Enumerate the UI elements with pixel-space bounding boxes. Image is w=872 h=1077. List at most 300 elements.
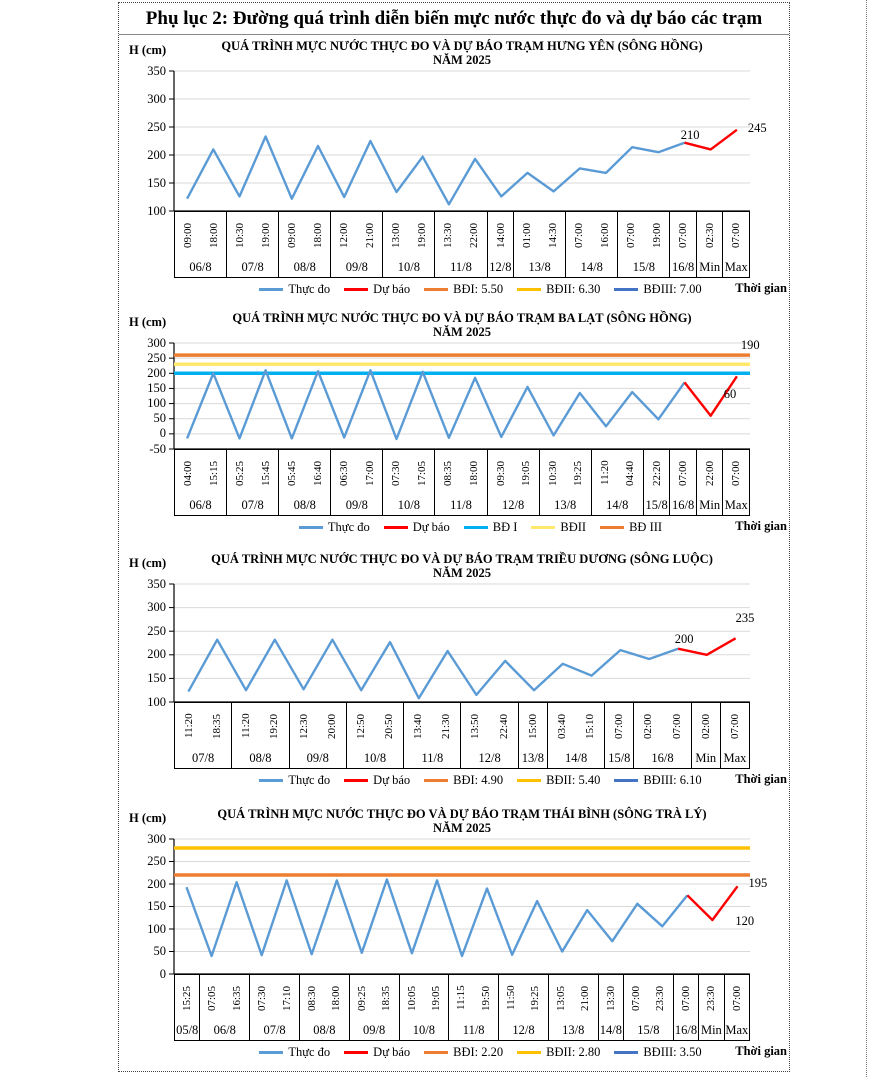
x-time-row bbox=[279, 212, 330, 258]
legend-label: Dự báo bbox=[412, 519, 450, 534]
legend-line-swatch bbox=[344, 1051, 368, 1054]
x-time-row bbox=[514, 212, 565, 258]
chart-header bbox=[119, 805, 789, 837]
x-time-row bbox=[644, 450, 670, 496]
x-axis-group bbox=[604, 703, 633, 768]
x-date-label: 10/8 bbox=[363, 751, 387, 765]
x-date-label: 11/8 bbox=[450, 498, 472, 512]
x-time-label: 10:30 bbox=[233, 222, 246, 248]
chart-header bbox=[119, 37, 789, 69]
legend-row bbox=[174, 1041, 787, 1063]
x-axis-group bbox=[231, 703, 288, 768]
x-axis-band bbox=[174, 974, 750, 1041]
x-time-label: 01:00 bbox=[520, 222, 533, 248]
x-time-row bbox=[725, 975, 749, 1021]
x-date-label: Max bbox=[724, 260, 748, 274]
x-date-label: 13/8 bbox=[528, 260, 551, 274]
x-time-label: 22:00 bbox=[467, 222, 480, 248]
data-point-label: 195 bbox=[748, 876, 768, 891]
x-time-row bbox=[227, 212, 278, 258]
x-time-label: 10:30 bbox=[546, 460, 559, 486]
x-time-label: 10:05 bbox=[405, 985, 418, 1011]
document-heading: Phụ lục 2: Đường quá trình diễn biến mực nước thực đo và dự báo các trạm bbox=[119, 3, 789, 35]
x-date-label: 11/8 bbox=[421, 751, 444, 765]
x-time-row bbox=[519, 703, 547, 749]
x-time-row bbox=[175, 703, 231, 749]
x-axis-group bbox=[403, 703, 460, 768]
legend-item bbox=[259, 282, 330, 297]
legend-line-swatch bbox=[424, 1051, 448, 1054]
x-axis-group bbox=[518, 703, 547, 768]
x-date-label: 07/8 bbox=[241, 498, 264, 512]
x-time-label: 02:30 bbox=[703, 222, 716, 248]
x-date-label: 12/8 bbox=[489, 260, 512, 274]
series-observed-line bbox=[187, 370, 684, 439]
x-date-label: Min bbox=[699, 498, 721, 512]
x-time-row bbox=[488, 212, 514, 258]
x-time-label: 19:50 bbox=[479, 985, 492, 1011]
chart-ba-lat bbox=[119, 309, 789, 538]
x-time-label: 19:20 bbox=[268, 713, 281, 739]
legend-label: Dự báo bbox=[373, 1044, 411, 1059]
x-time-label: 11:50 bbox=[505, 985, 518, 1011]
x-time-label: 22:00 bbox=[703, 460, 716, 486]
x-axis-group bbox=[399, 975, 449, 1040]
x-time-label: 13:50 bbox=[469, 713, 482, 739]
x-time-label: 22:40 bbox=[497, 713, 510, 739]
x-date-label: 14/8 bbox=[606, 498, 629, 512]
x-date-label: Max bbox=[725, 1023, 749, 1037]
x-date-label: 13/8 bbox=[521, 751, 544, 765]
x-time-row bbox=[350, 975, 399, 1021]
y-tick-label: 150 bbox=[147, 175, 166, 190]
x-time-row bbox=[605, 703, 633, 749]
x-time-row bbox=[566, 212, 617, 258]
legend-item bbox=[344, 282, 410, 297]
x-date-label: 14/8 bbox=[580, 260, 603, 274]
x-axis-group bbox=[617, 212, 669, 277]
chart-title-block bbox=[174, 309, 750, 339]
x-date-label: 15/8 bbox=[608, 751, 631, 765]
x-time-row bbox=[624, 975, 673, 1021]
x-axis-group bbox=[673, 975, 698, 1040]
legend-line-swatch bbox=[600, 526, 624, 529]
chart-thai-binh bbox=[119, 805, 789, 1063]
x-time-label: 19:05 bbox=[430, 985, 443, 1011]
x-time-label: 07:00 bbox=[630, 985, 643, 1011]
x-axis-band bbox=[174, 702, 750, 769]
x-time-label: 12:00 bbox=[338, 222, 351, 248]
legend-line-swatch bbox=[614, 1051, 638, 1054]
x-time-label: 02:00 bbox=[642, 713, 655, 739]
x-time-label: 16:00 bbox=[598, 222, 611, 248]
x-time-row bbox=[697, 450, 723, 496]
x-date-label: Max bbox=[724, 498, 748, 512]
x-date-label: Min bbox=[695, 751, 717, 765]
x-date-label: 08/8 bbox=[313, 1023, 336, 1037]
x-time-label: 15:15 bbox=[207, 460, 220, 486]
x-time-row bbox=[449, 975, 498, 1021]
x-axis-band bbox=[174, 449, 750, 516]
x-time-row bbox=[227, 450, 278, 496]
x-time-label: 09:30 bbox=[494, 460, 507, 486]
legend-item bbox=[259, 1045, 330, 1060]
legend-label: Dự báo bbox=[373, 772, 411, 787]
x-axis-group bbox=[565, 212, 617, 277]
legend-line-swatch bbox=[614, 288, 638, 291]
legend-label: Thực đo bbox=[327, 519, 370, 534]
x-time-label: 05:25 bbox=[233, 460, 246, 486]
chart-title: QUÁ TRÌNH MỰC NƯỚC THỰC ĐO VÀ DỰ BÁO TRẠM TRIỀU DƯƠNG (SÔNG LUỘC) bbox=[211, 552, 713, 566]
x-date-label: 15/8 bbox=[637, 1023, 660, 1037]
x-axis-group bbox=[696, 450, 723, 515]
legend-label: Dự báo bbox=[373, 281, 411, 296]
x-time-label: 07:00 bbox=[680, 985, 692, 1011]
x-time-row bbox=[699, 975, 723, 1021]
x-time-label: 09:00 bbox=[285, 222, 298, 248]
x-axis-group bbox=[199, 975, 249, 1040]
x-axis-group bbox=[633, 703, 690, 768]
x-time-row bbox=[549, 975, 598, 1021]
y-tick-label: 250 bbox=[147, 119, 166, 134]
x-time-row bbox=[200, 975, 249, 1021]
x-time-label: 17:00 bbox=[363, 460, 376, 486]
x-axis-group bbox=[722, 212, 749, 277]
x-time-label: 15:10 bbox=[584, 713, 597, 739]
y-tick-label: -50 bbox=[149, 441, 166, 456]
legend-line-swatch bbox=[424, 779, 448, 782]
x-date-label: 06/8 bbox=[213, 1023, 236, 1037]
x-time-row bbox=[331, 450, 382, 496]
x-axis-group bbox=[175, 703, 231, 768]
chart-subtitle: NĂM 2025 bbox=[433, 325, 491, 339]
x-time-label: 07:05 bbox=[206, 985, 219, 1011]
x-date-label: 16/8 bbox=[672, 498, 695, 512]
y-axis-label: H (cm) bbox=[129, 811, 167, 825]
legend-item bbox=[517, 1045, 600, 1060]
x-time-row bbox=[670, 450, 696, 496]
x-date-label: 05/8 bbox=[176, 1023, 199, 1037]
legend-label: Thực đo bbox=[288, 281, 331, 296]
x-axis-group bbox=[460, 703, 517, 768]
x-axis-group bbox=[299, 975, 349, 1040]
plot-row bbox=[119, 831, 789, 981]
legend-item bbox=[600, 520, 662, 535]
x-time-label: 05:45 bbox=[285, 460, 298, 486]
x-time-label: 11:20 bbox=[240, 713, 253, 739]
x-time-label: 07:30 bbox=[256, 985, 269, 1011]
legend-item bbox=[424, 1045, 503, 1060]
x-axis-group bbox=[346, 703, 403, 768]
chart-subtitle: NĂM 2025 bbox=[433, 566, 491, 580]
x-date-label: 16/8 bbox=[651, 751, 674, 765]
y-tick-label: 100 bbox=[147, 203, 166, 218]
y-tick-label: 300 bbox=[147, 91, 166, 106]
x-time-row bbox=[721, 703, 749, 749]
x-date-label: 15/8 bbox=[645, 498, 668, 512]
x-axis-group bbox=[249, 975, 299, 1040]
plot-row bbox=[119, 576, 789, 709]
x-axis-group bbox=[598, 975, 623, 1040]
y-tick-label: 50 bbox=[153, 944, 166, 958]
legend-item bbox=[614, 773, 701, 788]
y-axis-label: H (cm) bbox=[129, 43, 167, 57]
plot-row bbox=[119, 63, 789, 218]
y-tick-label: 150 bbox=[147, 380, 166, 395]
plot-area bbox=[174, 338, 760, 449]
x-date-label: 07/8 bbox=[241, 260, 264, 274]
x-time-label: 19:00 bbox=[650, 222, 663, 248]
legend-label: BĐI: 4.90 bbox=[453, 772, 504, 787]
plot-area bbox=[174, 839, 768, 974]
data-point-label: 190 bbox=[740, 338, 760, 353]
legend-label: BĐII: 5.40 bbox=[546, 772, 601, 787]
x-time-label: 23:30 bbox=[654, 985, 667, 1011]
y-tick-label: 300 bbox=[147, 600, 166, 615]
x-time-row bbox=[232, 703, 288, 749]
legend-label: Thực đo bbox=[288, 772, 331, 787]
x-axis-group bbox=[175, 975, 199, 1040]
x-time-row bbox=[175, 212, 226, 258]
legend-line-swatch bbox=[424, 288, 448, 291]
x-date-label: 14/8 bbox=[599, 1023, 622, 1037]
x-time-row bbox=[692, 703, 720, 749]
x-time-row bbox=[435, 212, 486, 258]
x-time-label: 07:00 bbox=[613, 713, 626, 739]
x-date-label: 11/8 bbox=[450, 260, 472, 274]
x-axis-group bbox=[724, 975, 749, 1040]
x-axis-title: Thời gian bbox=[735, 1044, 787, 1058]
document-page bbox=[118, 2, 790, 1072]
y-tick-label: 100 bbox=[147, 396, 166, 411]
legend-line-swatch bbox=[517, 1051, 541, 1054]
x-axis-group bbox=[330, 450, 382, 515]
x-time-label: 21:00 bbox=[579, 985, 592, 1011]
chart-hung-yen bbox=[119, 37, 789, 300]
legend-line-swatch bbox=[464, 526, 488, 529]
x-axis-group bbox=[434, 450, 486, 515]
x-date-label: 09/8 bbox=[363, 1023, 386, 1037]
legend-row bbox=[174, 278, 787, 300]
legend-line-swatch bbox=[259, 1051, 283, 1054]
data-point-label: 235 bbox=[735, 611, 755, 626]
series-observed-line bbox=[188, 640, 678, 699]
x-axis-group bbox=[696, 212, 723, 277]
legend-label: Thực đo bbox=[288, 1044, 331, 1059]
chart-title-block bbox=[174, 37, 750, 67]
x-axis-group bbox=[722, 450, 749, 515]
x-time-row bbox=[548, 703, 604, 749]
x-time-label: 15:00 bbox=[526, 713, 539, 739]
x-time-label: 17:10 bbox=[280, 985, 293, 1011]
x-date-label: 12/8 bbox=[512, 1023, 535, 1037]
x-time-row bbox=[290, 703, 346, 749]
x-date-label: 15/8 bbox=[632, 260, 655, 274]
x-axis-group bbox=[720, 703, 749, 768]
x-time-row bbox=[723, 212, 749, 258]
x-time-label: 21:00 bbox=[363, 222, 376, 248]
x-axis-group bbox=[289, 703, 346, 768]
x-date-label: 07/8 bbox=[263, 1023, 286, 1037]
x-time-label: 18:00 bbox=[207, 222, 220, 248]
x-date-label: 09/8 bbox=[345, 260, 368, 274]
x-time-row bbox=[723, 450, 749, 496]
x-time-row bbox=[435, 450, 486, 496]
x-axis-group bbox=[513, 212, 565, 277]
x-axis-group bbox=[539, 450, 591, 515]
x-time-label: 13:30 bbox=[604, 985, 617, 1011]
x-time-row bbox=[175, 450, 226, 496]
x-time-label: 23:30 bbox=[705, 985, 718, 1011]
x-date-label: 06/8 bbox=[189, 260, 212, 274]
x-axis-group bbox=[382, 212, 434, 277]
x-axis-group bbox=[548, 975, 598, 1040]
x-time-label: 16:35 bbox=[230, 985, 243, 1011]
x-time-label: 15:45 bbox=[259, 460, 272, 486]
x-time-row bbox=[383, 212, 434, 258]
y-tick-label: 150 bbox=[147, 670, 166, 685]
chart-svg bbox=[165, 834, 759, 979]
legend-line-swatch bbox=[259, 288, 283, 291]
x-time-label: 15:25 bbox=[181, 985, 194, 1011]
x-date-label: 08/8 bbox=[249, 751, 272, 765]
legend-label: BĐ I bbox=[492, 519, 518, 534]
x-date-label: 08/8 bbox=[293, 498, 316, 512]
x-time-label: 20:50 bbox=[383, 713, 396, 739]
x-date-label: 16/8 bbox=[674, 1023, 698, 1037]
x-axis-group bbox=[591, 450, 643, 515]
chart-svg bbox=[165, 338, 759, 454]
legend-item bbox=[614, 282, 701, 297]
x-time-label: 19:00 bbox=[415, 222, 428, 248]
x-date-label: 09/8 bbox=[345, 498, 368, 512]
y-tick-label: 200 bbox=[147, 876, 166, 891]
legend-row bbox=[174, 769, 787, 791]
plot-area bbox=[174, 584, 755, 702]
x-axis-group bbox=[698, 975, 723, 1040]
x-date-label: Min bbox=[699, 260, 721, 274]
x-date-label: 10/8 bbox=[397, 498, 421, 512]
series-observed-line bbox=[187, 137, 684, 205]
x-time-label: 18:35 bbox=[211, 713, 224, 739]
x-axis-group bbox=[669, 450, 696, 515]
chart-header bbox=[119, 550, 789, 582]
x-axis-group bbox=[382, 450, 434, 515]
chart-svg bbox=[165, 66, 759, 216]
legend-label: BĐI: 5.50 bbox=[453, 281, 504, 296]
legend-line-swatch bbox=[517, 779, 541, 782]
x-date-label: 10/8 bbox=[412, 1023, 436, 1037]
x-axis-group bbox=[487, 212, 514, 277]
x-axis-title: Thời gian bbox=[735, 519, 787, 533]
x-time-row bbox=[400, 975, 449, 1021]
data-point-label: 120 bbox=[735, 914, 755, 928]
x-date-label: 07/8 bbox=[192, 751, 215, 765]
legend-label: BĐII: 2.80 bbox=[546, 1044, 601, 1059]
legend-label: BĐ III bbox=[629, 519, 663, 534]
legend-item bbox=[344, 773, 410, 788]
legend-label: BĐIII: 3.50 bbox=[643, 1044, 702, 1059]
x-axis-group bbox=[498, 975, 548, 1040]
x-time-label: 21:30 bbox=[440, 713, 453, 739]
legend-item bbox=[424, 282, 503, 297]
x-time-label: 19:25 bbox=[571, 460, 584, 486]
plot-row bbox=[119, 335, 789, 456]
y-tick-label: 200 bbox=[147, 147, 166, 162]
x-time-label: 06:30 bbox=[338, 460, 351, 486]
x-time-row bbox=[634, 703, 690, 749]
x-time-row bbox=[499, 975, 548, 1021]
x-axis-group bbox=[547, 703, 604, 768]
series-observed-line bbox=[187, 880, 688, 957]
y-tick-label: 350 bbox=[147, 63, 166, 78]
x-axis-group bbox=[669, 212, 696, 277]
x-date-label: Min bbox=[700, 1023, 722, 1037]
y-tick-label: 0 bbox=[159, 426, 166, 441]
x-time-label: 19:00 bbox=[259, 222, 272, 248]
x-time-row bbox=[383, 450, 434, 496]
legend-line-swatch bbox=[614, 779, 638, 782]
legend-label: BĐIII: 7.00 bbox=[643, 281, 702, 296]
x-axis-group bbox=[226, 212, 278, 277]
y-axis-label: H (cm) bbox=[129, 315, 167, 329]
chart-header bbox=[119, 309, 789, 341]
x-time-label: 08:35 bbox=[442, 460, 455, 486]
y-tick-label: 250 bbox=[147, 350, 166, 365]
x-date-label: 12/8 bbox=[478, 751, 501, 765]
y-tick-label: 150 bbox=[147, 899, 166, 913]
legend-line-swatch bbox=[384, 526, 408, 529]
legend-line-swatch bbox=[259, 779, 283, 782]
x-time-label: 13:00 bbox=[390, 222, 403, 248]
chart-title: QUÁ TRÌNH MỰC NƯỚC THỰC ĐO VÀ DỰ BÁO TRẠM THÁI BÌNH (SÔNG TRÀ LÝ) bbox=[217, 807, 707, 821]
legend-item bbox=[384, 520, 450, 535]
legend-item bbox=[517, 773, 600, 788]
legend-item bbox=[464, 520, 518, 535]
x-time-label: 09:25 bbox=[355, 985, 368, 1011]
chart-title: QUÁ TRÌNH MỰC NƯỚC THỰC ĐO VÀ DỰ BÁO TRẠM BA LẠT (SÔNG HỒNG) bbox=[232, 311, 692, 325]
y-tick-label: 350 bbox=[147, 576, 166, 591]
y-tick-label: 300 bbox=[147, 335, 166, 350]
x-axis-group bbox=[175, 212, 226, 277]
legend-label: BĐI: 2.20 bbox=[453, 1044, 504, 1059]
chart-trieu-duong bbox=[119, 550, 789, 791]
x-time-label: 19:25 bbox=[529, 985, 542, 1011]
x-time-row bbox=[674, 975, 698, 1021]
y-tick-label: 100 bbox=[147, 694, 166, 709]
x-date-label: 10/8 bbox=[397, 260, 421, 274]
legend-line-swatch bbox=[531, 526, 555, 529]
legend-label: BĐII bbox=[560, 519, 587, 534]
x-axis-group bbox=[226, 450, 278, 515]
x-time-label: 07:00 bbox=[677, 222, 690, 248]
legend-label: BĐII: 6.30 bbox=[546, 281, 601, 296]
page-right-edge-guide bbox=[866, 0, 867, 1077]
x-time-row bbox=[300, 975, 349, 1021]
x-time-label: 07:00 bbox=[625, 222, 638, 248]
legend-item bbox=[614, 1045, 701, 1060]
x-axis-group bbox=[349, 975, 399, 1040]
chart-svg bbox=[165, 579, 759, 707]
x-time-label: 07:00 bbox=[730, 985, 743, 1011]
x-time-label: 20:00 bbox=[325, 713, 338, 739]
x-axis-group bbox=[623, 975, 673, 1040]
x-time-label: 02:00 bbox=[699, 713, 712, 739]
x-time-label: 04:40 bbox=[624, 460, 637, 486]
x-time-label: 14:30 bbox=[546, 222, 559, 248]
x-time-row bbox=[404, 703, 460, 749]
x-date-label: 13/8 bbox=[562, 1023, 585, 1037]
